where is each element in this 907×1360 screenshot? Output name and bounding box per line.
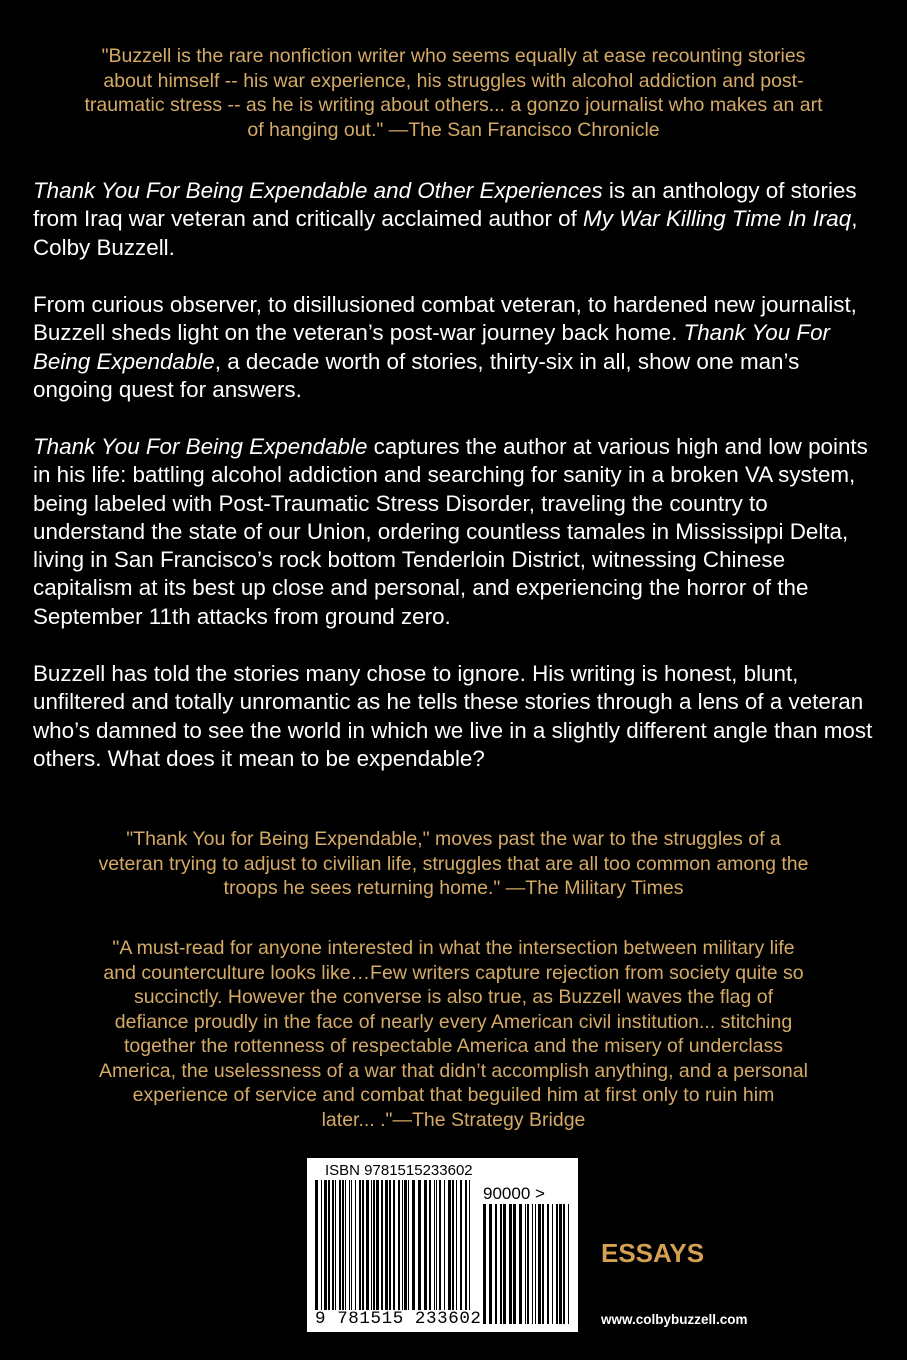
paragraph-text: Buzzell has told the stories many chose to ignore. His writing is honest, blunt, unfiltered and totally unromantic as he tells these stories through a lens of a veteran who’s damned to see the world in which we live in a slightly different angle than most others. What does it mean to be expendable?: [33, 661, 873, 771]
barcode-bar: [456, 1180, 457, 1310]
barcode-bar: [434, 1180, 435, 1310]
category-label: ESSAYS: [601, 1238, 705, 1268]
book-title: Thank You For Being Expendable: [33, 320, 830, 374]
paragraph-text: , Colby Buzzell.: [33, 206, 858, 260]
barcode-bar: [452, 1180, 454, 1310]
barcode-bar: [465, 1180, 467, 1310]
barcode-bar: [351, 1180, 352, 1310]
description-paragraph-1: [33, 177, 873, 262]
barcode-bar: [418, 1180, 421, 1310]
barcode-bar: [349, 1180, 350, 1310]
barcode-bars-main: [315, 1180, 472, 1310]
paragraph-text: is an anthology of stories from Iraq war veteran and critically acclaimed author of: [33, 178, 857, 232]
barcode-bar: [404, 1180, 407, 1310]
barcode-bar: [568, 1204, 569, 1324]
barcode-bar: [412, 1180, 415, 1310]
quote-line: "A must-read for anyone interested in what the intersection between military life: [112, 937, 795, 959]
barcode-bar: [519, 1204, 522, 1324]
barcode-bar: [552, 1204, 553, 1324]
quote-line: later... ."—The Strategy Bridge: [321, 1108, 586, 1131]
barcode-bar: [398, 1180, 400, 1310]
barcode-bar: [429, 1180, 431, 1310]
barcode-bar: [538, 1204, 541, 1324]
barcode-bar: [525, 1204, 526, 1324]
book-title: Thank You For Being Expendable: [33, 434, 368, 459]
isbn-digits: 9 781515 233602: [315, 1309, 482, 1329]
barcode-bar: [408, 1180, 409, 1310]
quote-line: defiance proudly in the face of nearly every American civil institution... stitching: [114, 1010, 793, 1033]
barcode-bar: [359, 1180, 361, 1310]
barcode-bar: [385, 1180, 388, 1310]
barcode-bar: [469, 1180, 470, 1310]
barcode-bar: [542, 1204, 544, 1324]
quote-military-times: [40, 827, 867, 901]
quote-line: of hanging out." —The San Francisco Chronicle: [247, 118, 660, 141]
barcode-bar: [328, 1180, 330, 1310]
barcode-bar: [483, 1204, 486, 1324]
description-paragraph-2: [33, 291, 873, 404]
barcode-bar: [535, 1204, 536, 1324]
barcode-bars-addon: [483, 1204, 569, 1324]
barcode-bar: [424, 1180, 427, 1310]
barcode-bar: [503, 1204, 506, 1324]
website-url[interactable]: www.colbybuzzell.com: [601, 1312, 748, 1327]
barcode-bar: [393, 1180, 395, 1310]
description-paragraph-3: [33, 433, 873, 631]
barcode-bar: [335, 1180, 336, 1310]
barcode-bar: [444, 1180, 445, 1310]
quote-line: America, the uselessness of a war that didn’t accomplish anything, and a personal: [99, 1059, 808, 1082]
paragraph-text: captures the author at various high and low points in his life: battling alcohol addiction and searching for sanity in a broken VA system, being labeled with Post-Traumatic Stress Disorder, traveling the country to understand the state of our Union, ordering countless tamales in Mississippi Delta, living in San Francisco’s rock bottom Tenderloin District, witnessing Chinese capitalism at its best up close and personal, and experiencing the horror of the September 11th attacks from ground zero.: [33, 434, 868, 629]
barcode-bar: [460, 1180, 462, 1310]
barcode-bar: [362, 1180, 364, 1310]
paragraph-text: , a decade worth of stories, thirty-six in all, show one man’s ongoing quest for answers.: [33, 348, 800, 402]
barcode-bar: [509, 1204, 512, 1324]
quote-line: "Thank You for Being Expendable," moves past the war to the struggles of a: [126, 828, 781, 850]
barcode-bar: [439, 1180, 441, 1310]
paragraph-text: From curious observer, to disillusioned combat veteran, to hardened new journalist, Buzzell sheds light on the veteran’s post-war journey back home.: [33, 292, 857, 346]
barcode-bar: [371, 1180, 372, 1310]
price-code: 90000 >: [483, 1184, 545, 1203]
quote-line: about himself -- his war experience, his struggles with alcohol addiction and post-: [103, 69, 804, 92]
barcode-bar: [495, 1204, 497, 1324]
quote-line: experience of service and combat that beguiled him at first only to ruin him: [132, 1084, 775, 1106]
barcode-bar: [345, 1180, 346, 1310]
barcode-bar: [315, 1180, 318, 1310]
book-title: Thank You For Being Expendable and Other Experiences: [33, 178, 603, 203]
barcode-bar: [373, 1180, 375, 1310]
barcode-bar: [342, 1180, 344, 1310]
barcode-bar: [547, 1204, 549, 1324]
barcode-bar: [556, 1204, 558, 1324]
quote-sf-chronicle: [40, 44, 867, 142]
quote-line: together the rottenness of respectable America and the misery of underclass: [123, 1035, 784, 1057]
barcode-bar: [489, 1204, 492, 1324]
barcode-bar: [339, 1180, 341, 1310]
description-paragraph-4: [33, 660, 873, 773]
barcode-bar: [448, 1180, 451, 1310]
book-title: My War Killing Time In Iraq: [583, 206, 852, 232]
barcode-bar: [324, 1180, 327, 1310]
quote-line: "Buzzell is the rare nonfiction writer who seems equally at ease recounting stories: [101, 45, 806, 67]
barcode-bar: [559, 1204, 562, 1324]
barcode-bar: [355, 1180, 356, 1310]
quote-strategy-bridge: [40, 936, 867, 1132]
quote-line: troops he sees returning home." —The Military Times: [223, 877, 684, 899]
quote-line: traumatic stress -- as he is writing about others... a gonzo journalist who makes an art: [84, 94, 823, 116]
barcode-bar: [527, 1204, 529, 1324]
barcode-bar: [332, 1180, 334, 1310]
barcode-bar: [532, 1204, 533, 1324]
barcode-bar: [563, 1204, 565, 1324]
quote-line: and counterculture looks like…Few writers capture rejection from society quite so: [103, 961, 804, 984]
isbn-barcode: [307, 1158, 578, 1332]
barcode-bar: [402, 1180, 403, 1310]
barcode-bar: [436, 1180, 437, 1310]
barcode-bar: [321, 1180, 322, 1310]
barcode-bar: [500, 1204, 502, 1324]
barcode-bar: [389, 1180, 391, 1310]
barcode-bar: [513, 1204, 516, 1324]
isbn-label: ISBN 9781515233602: [325, 1162, 473, 1179]
quote-line: veteran trying to adjust to civilian life, struggles that are all too common among the: [98, 852, 809, 875]
barcode-bar: [366, 1180, 369, 1310]
barcode-bar: [376, 1180, 379, 1310]
barcode-bar: [381, 1180, 383, 1310]
quote-line: succinctly. However the converse is also true, as Buzzell waves the flag of: [133, 986, 774, 1008]
